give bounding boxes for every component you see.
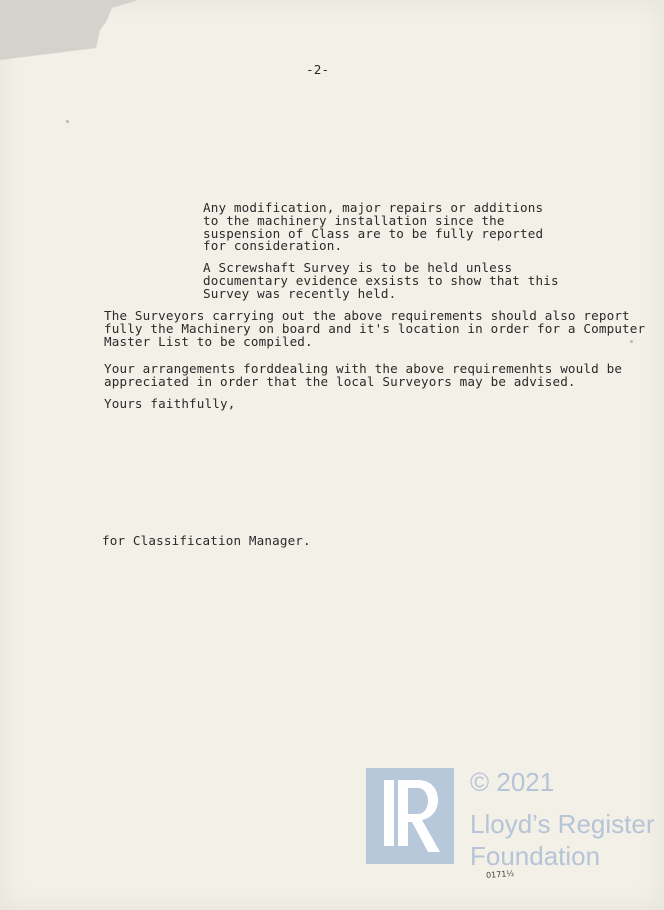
- signature-line: for Classification Manager.: [102, 533, 311, 548]
- copyright-text: © 2021: [470, 767, 555, 797]
- organization-name: Lloyd’s Register: [470, 809, 655, 839]
- torn-corner: [0, 0, 140, 60]
- lr-logo-icon: [366, 768, 454, 864]
- paragraph-arrangements: Your arrangements forddealing with the above requiremenhts would be appreciated in order that the local Surveyors may be advised.: [104, 361, 623, 389]
- paragraph-modifications: Any modification, major repairs or additions to the machinery installation since the suspension of Class are to be fully reported for consideration.: [203, 200, 544, 254]
- paragraph-surveyors-report: The Surveyors carrying out the above requirements should also report fully the Machinery on board and it's location in order for a Computer Master List to be compiled.: [104, 308, 646, 349]
- archive-reference: 0171½: [485, 869, 515, 880]
- page-number: -2-: [306, 62, 330, 77]
- paper-mark: [66, 120, 69, 123]
- paragraph-screwshaft-survey: A Screwshaft Survey is to be held unless documentary evidence exsists to show that this Survey was recently held.: [203, 260, 559, 301]
- lloyds-register-watermark: [366, 768, 655, 872]
- closing-salutation: Yours faithfully,: [104, 396, 236, 411]
- organization-name-line2: Foundation: [470, 841, 601, 871]
